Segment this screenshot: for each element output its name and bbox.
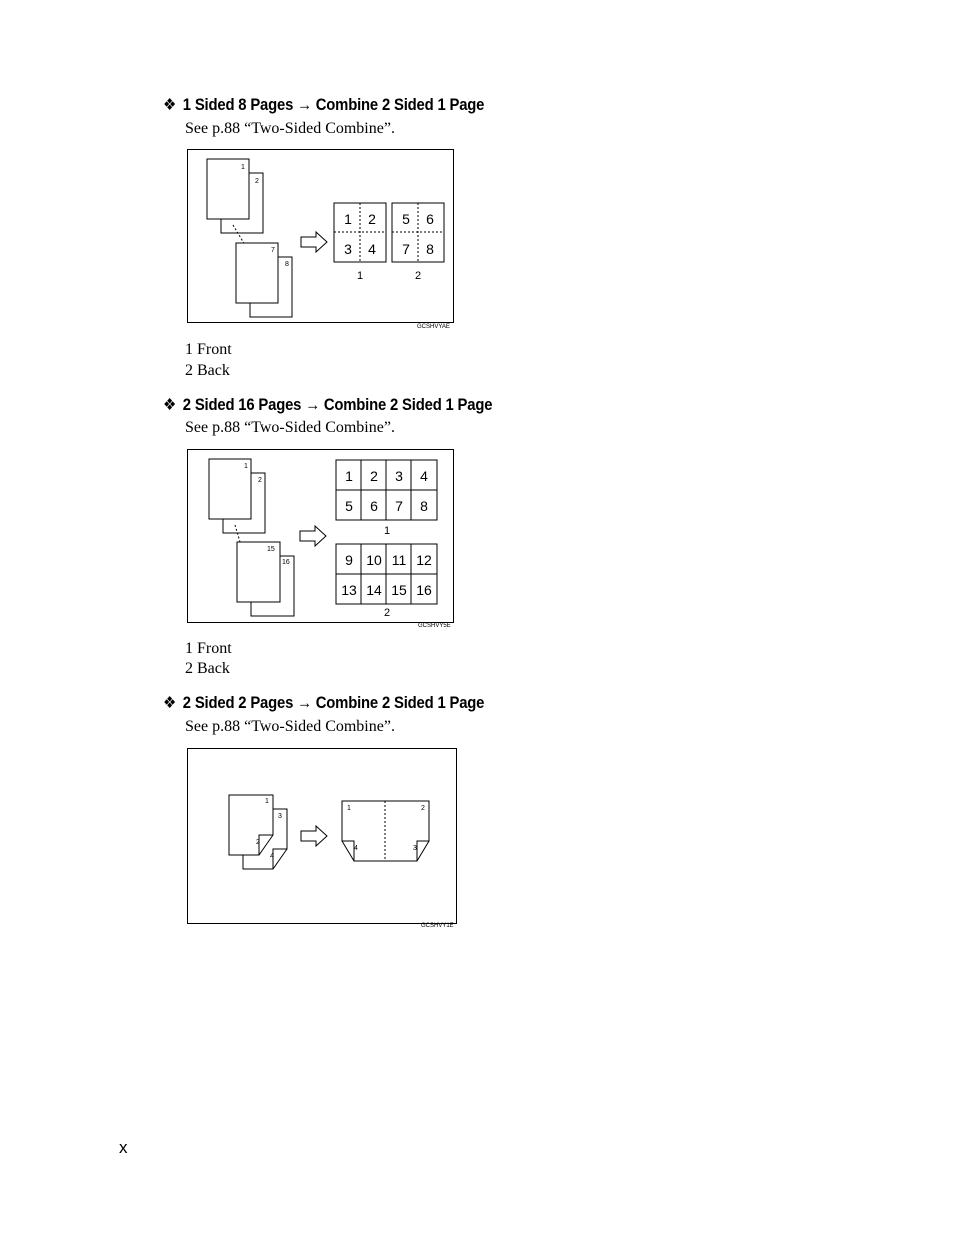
figure-2-sided-16-pages (187, 449, 454, 623)
src-label: 3 (278, 813, 282, 820)
figure-code: GCSHVYAE (417, 324, 450, 330)
cell: 3 (395, 468, 403, 484)
src-top-label-a: 1 (241, 164, 245, 171)
figure-code: GCSHVY1E (421, 923, 454, 929)
section-heading-1 (163, 95, 484, 115)
cell: 1 (345, 468, 353, 484)
bullet-icon: ❖ (163, 96, 177, 114)
cell: 4 (420, 468, 428, 484)
src-bottom-label-a: 15 (267, 546, 275, 553)
cell: 10 (366, 552, 382, 568)
src-label: 4 (270, 853, 274, 860)
src-top-label-b: 2 (258, 477, 262, 484)
legend-back: 2 Back (185, 660, 230, 677)
src-bottom-label-a: 7 (271, 247, 275, 254)
out-label: 4 (354, 845, 358, 852)
sheet-number: 1 (356, 270, 364, 282)
bullet-icon: ❖ (163, 396, 177, 414)
figure-code: GCSHVY5E (418, 623, 451, 629)
src-bottom-label-b: 8 (285, 261, 289, 268)
section-heading-3 (163, 693, 484, 713)
cell: 7 (395, 498, 403, 514)
cell: 14 (366, 582, 382, 598)
section-title: 2 Sided 16 Pages → Combine 2 Sided 1 Page (182, 396, 493, 414)
cell: 9 (345, 552, 353, 568)
cell: 2 (370, 468, 378, 484)
cell: 16 (416, 582, 432, 598)
arrow-icon (301, 826, 327, 846)
src-bottom-label-b: 16 (282, 559, 290, 566)
src-top-label-b: 2 (255, 178, 259, 185)
cell: 8 (426, 241, 434, 257)
sheet-number: 1 (383, 525, 391, 537)
section-title: 2 Sided 2 Pages → Combine 2 Sided 1 Page (182, 694, 485, 712)
cross-reference-link[interactable]: See p.88 “Two-Sided Combine”. (185, 718, 395, 735)
sheet-number: 2 (383, 607, 391, 619)
cross-reference-link[interactable]: See p.88 “Two-Sided Combine”. (185, 419, 395, 436)
cell: 3 (344, 241, 352, 257)
arrow-icon (301, 232, 327, 252)
page-number: x (119, 1138, 128, 1157)
sheet-number: 2 (414, 270, 422, 282)
diagram-3 (188, 749, 456, 923)
cell: 8 (420, 498, 428, 514)
bullet-icon: ❖ (163, 694, 177, 712)
legend-front: 1 Front (185, 341, 232, 358)
src-top-label-a: 1 (244, 463, 248, 470)
diagram-2 (188, 450, 453, 622)
cell: 2 (368, 211, 376, 227)
section-heading-2 (163, 395, 492, 415)
cell: 6 (370, 498, 378, 514)
cell: 5 (345, 498, 353, 514)
cell: 4 (368, 241, 376, 257)
figure-2-sided-2-pages (187, 748, 457, 924)
diagram-1 (188, 150, 453, 322)
cell: 5 (402, 211, 410, 227)
src-label: 1 (265, 798, 269, 805)
cell: 12 (416, 552, 432, 568)
arrow-icon (300, 526, 326, 546)
cross-reference-link[interactable]: See p.88 “Two-Sided Combine”. (185, 120, 395, 137)
cell: 13 (341, 582, 357, 598)
cell: 11 (391, 552, 407, 568)
out-label: 2 (421, 805, 425, 812)
src-label: 2 (256, 839, 260, 846)
figure-1-sided-8-pages (187, 149, 454, 323)
out-label: 3 (413, 845, 417, 852)
cell: 15 (391, 582, 407, 598)
legend-back: 2 Back (185, 362, 230, 379)
section-title: 1 Sided 8 Pages → Combine 2 Sided 1 Page (182, 96, 485, 114)
out-label: 1 (347, 805, 351, 812)
legend-front: 1 Front (185, 640, 232, 657)
cell: 7 (402, 241, 410, 257)
cell: 6 (426, 211, 434, 227)
cell: 1 (344, 211, 352, 227)
